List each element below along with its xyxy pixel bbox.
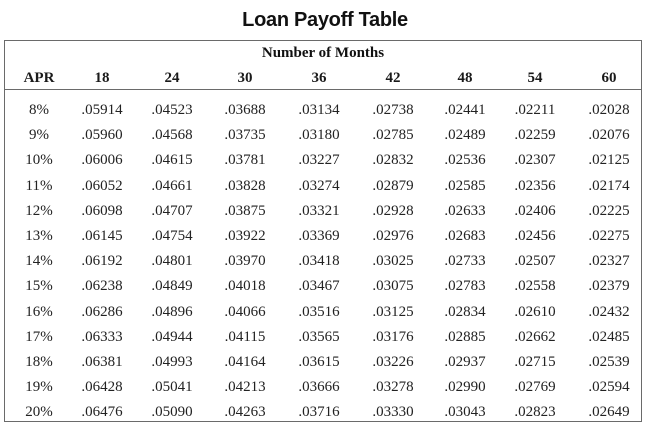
factor-cell: .03970 (224, 253, 266, 270)
factor-cell: .03043 (444, 404, 486, 421)
apr-cell: 8% (29, 102, 49, 118)
header-months-48: 48 (457, 70, 473, 86)
apr-cell: 10% (25, 152, 53, 169)
factor-cell: .03321 (298, 202, 340, 219)
factor-cell: .03025 (372, 253, 414, 270)
factor-cell: .03688 (224, 102, 266, 118)
factor-cell: .06333 (81, 328, 123, 345)
factor-cell: .04849 (151, 278, 193, 295)
factor-cell: .02356 (514, 177, 556, 194)
factor-cell: .02610 (514, 303, 556, 320)
factor-cell: .02456 (514, 228, 556, 244)
factor-cell: .06192 (81, 253, 123, 270)
table-row (5, 224, 641, 248)
factor-cell: .04066 (224, 303, 266, 320)
table-row (5, 98, 641, 122)
loan-payoff-table (4, 40, 642, 422)
factor-cell: .03666 (298, 379, 340, 396)
factor-cell: .02976 (372, 228, 414, 244)
factor-cell: .04896 (151, 303, 193, 320)
factor-cell: .02633 (444, 202, 486, 219)
factor-cell: .05914 (81, 102, 123, 118)
factor-cell: .04615 (151, 152, 193, 169)
factor-cell: .02785 (372, 127, 414, 144)
factor-cell: .02769 (514, 379, 556, 396)
factor-cell: .04568 (151, 127, 193, 144)
factor-cell: .03828 (224, 177, 266, 194)
header-apr: APR (23, 70, 55, 86)
header-divider (5, 89, 641, 90)
factor-cell: .02783 (444, 278, 486, 295)
factor-cell: .03875 (224, 202, 266, 219)
header-months-30: 30 (237, 70, 253, 86)
factor-cell: .02733 (444, 253, 486, 270)
factor-cell: .02259 (514, 127, 556, 144)
factor-cell: .03330 (372, 404, 414, 421)
factor-cell: .02585 (444, 177, 486, 194)
factor-cell: .04018 (224, 278, 266, 295)
table-row (5, 249, 641, 273)
apr-cell: 13% (25, 228, 53, 244)
factor-cell: .06286 (81, 303, 123, 320)
factor-cell: .02649 (588, 404, 630, 421)
factor-cell: .04213 (224, 379, 266, 396)
factor-cell: .03781 (224, 152, 266, 169)
apr-cell: 11% (25, 177, 53, 194)
factor-cell: .03176 (372, 328, 414, 345)
factor-cell: .02885 (444, 328, 486, 345)
header-months-24: 24 (164, 70, 180, 86)
header-months-18: 18 (94, 70, 110, 86)
factor-cell: .04993 (151, 354, 193, 370)
factor-cell: .02928 (372, 202, 414, 219)
factor-cell: .02539 (588, 354, 630, 370)
factor-cell: .02937 (444, 354, 486, 370)
factor-cell: .02832 (372, 152, 414, 169)
factor-cell: .02125 (588, 152, 630, 169)
factor-cell: .02489 (444, 127, 486, 144)
factor-cell: .04115 (224, 328, 266, 345)
factor-cell: .04707 (151, 202, 193, 219)
factor-cell: .03922 (224, 228, 266, 244)
factor-cell: .02441 (444, 102, 486, 118)
factor-cell: .02715 (514, 354, 556, 370)
factor-cell: .03615 (298, 354, 340, 370)
factor-cell: .02662 (514, 328, 556, 345)
factor-cell: .04944 (151, 328, 193, 345)
factor-cell: .02834 (444, 303, 486, 320)
factor-cell: .02507 (514, 253, 556, 270)
factor-cell: .02823 (514, 404, 556, 421)
table-row (5, 274, 641, 298)
factor-cell: .02174 (588, 177, 630, 194)
factor-cell: .03369 (298, 228, 340, 244)
factor-cell: .03467 (298, 278, 340, 295)
factor-cell: .02076 (588, 127, 630, 144)
factor-cell: .02879 (372, 177, 414, 194)
factor-cell: .02406 (514, 202, 556, 219)
factor-cell: .03075 (372, 278, 414, 295)
factor-cell: .06098 (81, 202, 123, 219)
factor-cell: .04801 (151, 253, 193, 270)
factor-cell: .02738 (372, 102, 414, 118)
factor-cell: .04661 (151, 177, 193, 194)
factor-cell: .03278 (372, 379, 414, 396)
table-subtitle: Number of Months (261, 45, 385, 61)
factor-cell: .05090 (151, 404, 193, 421)
factor-cell: .03735 (224, 127, 266, 144)
header-months-42: 42 (385, 70, 401, 86)
factor-cell: .03125 (372, 303, 414, 320)
table-row (5, 123, 641, 147)
factor-cell: .02594 (588, 379, 630, 396)
factor-cell: .03716 (298, 404, 340, 421)
table-row (5, 174, 641, 198)
apr-cell: 9% (29, 127, 49, 144)
apr-cell: 20% (25, 404, 53, 421)
factor-cell: .03516 (298, 303, 340, 320)
factor-cell: .02558 (514, 278, 556, 295)
apr-cell: 17% (25, 328, 53, 345)
factor-cell: .04754 (151, 228, 193, 244)
factor-cell: .02211 (514, 102, 556, 118)
factor-cell: .02536 (444, 152, 486, 169)
factor-cell: .06006 (81, 152, 123, 169)
factor-cell: .02307 (514, 152, 556, 169)
factor-cell: .06052 (81, 177, 123, 194)
factor-cell: .02275 (588, 228, 630, 244)
apr-cell: 14% (25, 253, 53, 270)
header-row (5, 67, 641, 91)
factor-cell: .02028 (588, 102, 630, 118)
factor-cell: .06145 (81, 228, 123, 244)
table-row (5, 199, 641, 223)
factor-cell: .04263 (224, 404, 266, 421)
factor-cell: .02379 (588, 278, 630, 295)
factor-cell: .02432 (588, 303, 630, 320)
factor-cell: .06476 (81, 404, 123, 421)
factor-cell: .02485 (588, 328, 630, 345)
factor-cell: .06428 (81, 379, 123, 396)
apr-cell: 12% (25, 202, 53, 219)
factor-cell: .05041 (151, 379, 193, 396)
table-row (5, 148, 641, 172)
factor-cell: .02683 (444, 228, 486, 244)
factor-cell: .06381 (81, 354, 123, 370)
factor-cell: .04164 (224, 354, 266, 370)
factor-cell: .03227 (298, 152, 340, 169)
factor-cell: .04523 (151, 102, 193, 118)
factor-cell: .05960 (81, 127, 123, 144)
factor-cell: .03134 (298, 102, 340, 118)
factor-cell: .02327 (588, 253, 630, 270)
header-months-60: 60 (601, 70, 617, 86)
factor-cell: .02225 (588, 202, 630, 219)
header-months-54: 54 (527, 70, 543, 86)
table-row (5, 375, 641, 399)
factor-cell: .03180 (298, 127, 340, 144)
factor-cell: .06238 (81, 278, 123, 295)
table-row (5, 350, 641, 374)
apr-cell: 19% (25, 379, 53, 396)
table-row (5, 300, 641, 324)
header-months-36: 36 (311, 70, 327, 86)
page-title: Loan Payoff Table (242, 9, 408, 31)
apr-cell: 18% (25, 354, 53, 370)
table-row (5, 400, 641, 424)
table-row (5, 325, 641, 349)
factor-cell: .03418 (298, 253, 340, 270)
apr-cell: 16% (25, 303, 53, 320)
factor-cell: .03274 (298, 177, 340, 194)
apr-cell: 15% (25, 278, 53, 295)
factor-cell: .03226 (372, 354, 414, 370)
factor-cell: .02990 (444, 379, 486, 396)
factor-cell: .03565 (298, 328, 340, 345)
